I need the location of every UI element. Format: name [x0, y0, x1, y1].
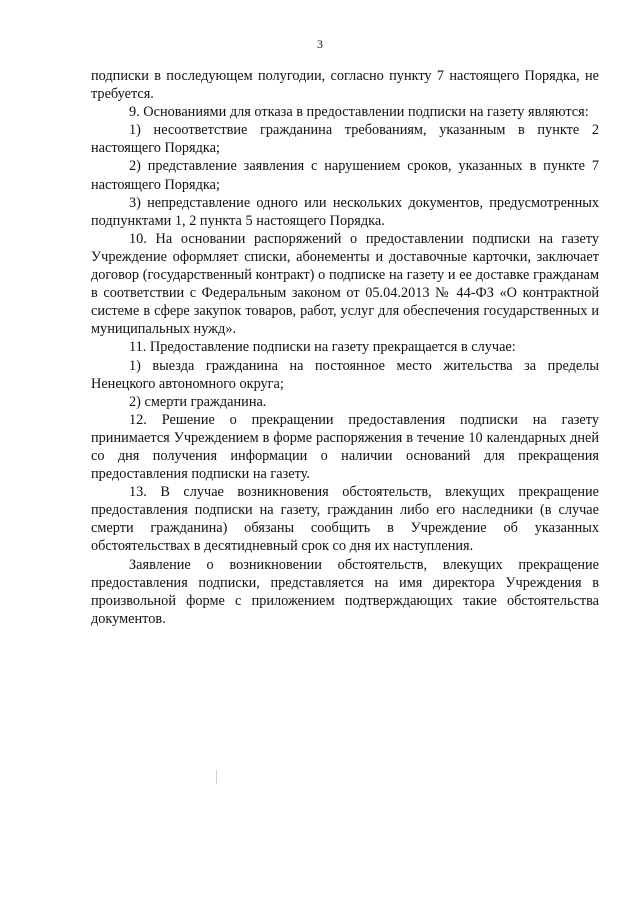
document-body [91, 67, 599, 628]
paragraph-item-13: 13. В случае возникновения обстоятельств, влекущих прекращение предоставления подписки на газету, гражданин либо его наследники (в случае смерти гражданина) обязаны сообщить в Учреждение об указанных обстоятельствах в десятидневный срок со дня их наступления. [91, 484, 599, 555]
paragraph-item-9-3: 3) непредставление одного или нескольких документов, предусмотренных подпунктами 1, 2 пункта 5 настоящего Порядка. [91, 194, 599, 229]
paragraph-item-9-1: 1) несоответствие гражданина требованиям, указанным в пункте 2 настоящего Порядка; [91, 122, 599, 157]
paragraph-item-10: 10. На основании распоряжений о предоставлении подписки на газету Учреждение оформляет списки, абонементы и доставочные карточки, заключает договор (государственный контракт) о подписке на газету и ее доставке гражданам в соответствии с Федеральным законом от 05.04.2013 № 44-ФЗ «О контрактной системе в сфере закупок товаров, работ, услуг для обеспечения государственных и муниципальных нужд». [91, 230, 599, 338]
page-number: 3 [317, 37, 323, 51]
scan-mark [216, 770, 217, 784]
paragraph-item-9-2: 2) представление заявления с нарушением сроков, указанных в пункте 7 настоящего Порядка; [91, 158, 599, 193]
paragraph-statement: Заявление о возникновении обстоятельств, влекущих прекращение предоставления подписки, представляется на имя директора Учреждения в произвольной форме с приложением подтверждающих такие обстоятельства документов. [91, 556, 599, 627]
paragraph-item-11-2: 2) смерти гражданина. [129, 393, 267, 410]
paragraph-item-11: 11. Предоставление подписки на газету прекращается в случае: [129, 339, 516, 356]
paragraph-item-12: 12. Решение о прекращении предоставления подписки на газету принимается Учреждением в форме распоряжения в течение 10 календарных дней со дня получения информации о наличии оснований для прекращения предоставления подписки на газету. [91, 411, 599, 483]
paragraph-item-11-1: 1) выезда гражданина на постоянное место жительства за пределы Ненецкого автономного округа; [91, 357, 599, 392]
paragraph-continuation: подписки в последующем полугодии, согласно пункту 7 настоящего Порядка, не требуется. [91, 68, 599, 103]
paragraph-item-9: 9. Основаниями для отказа в предоставлении подписки на газету являются: [129, 104, 589, 121]
